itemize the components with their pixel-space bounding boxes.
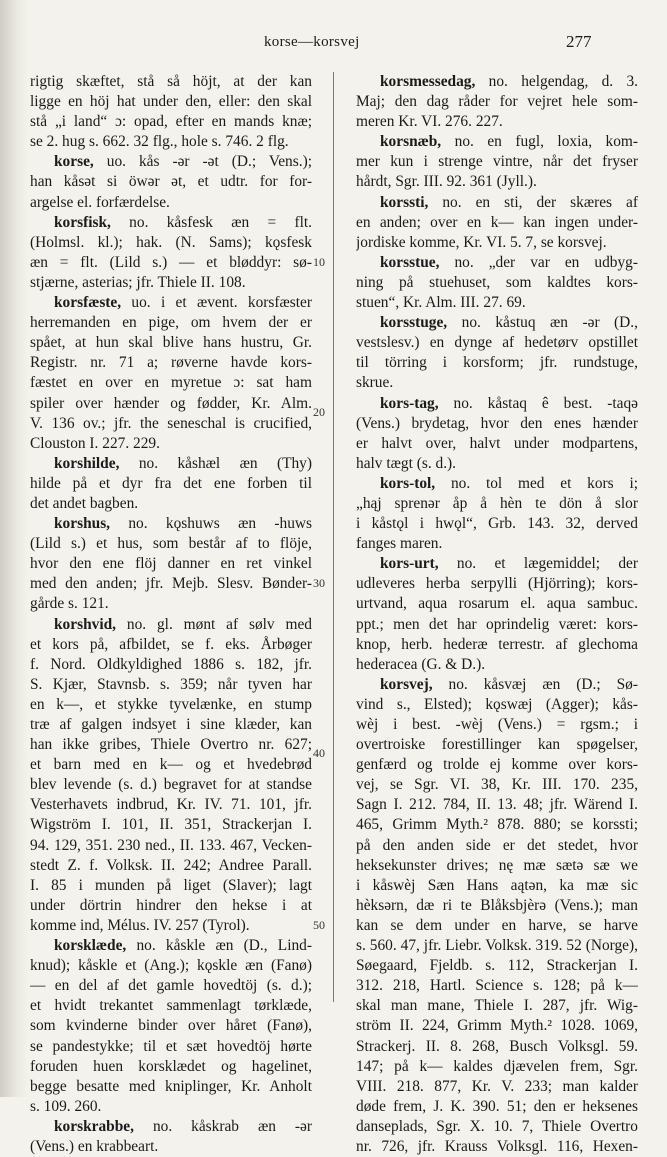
entry-headline	[30, 615, 312, 635]
line-text: fæstet en over en myretue ɔ: sat ham	[30, 374, 312, 392]
text-line	[30, 72, 312, 92]
line-text: „hąj sprenər åp å hèn te dön å slor	[356, 494, 638, 512]
entry-headline	[30, 514, 312, 534]
headword: korshilde,	[54, 454, 120, 472]
text-line	[30, 494, 312, 514]
line-text: et kors på, afbildet, se f. eks. Årbøger	[30, 635, 312, 653]
line-text: æn = flt. (Lild s.) — et bløddyr: sø-	[30, 253, 312, 271]
entry-headline	[30, 213, 312, 233]
headword: korsstuge,	[380, 314, 448, 332]
line-text: udleveres herba serpylli (Hjörring); kors-	[356, 575, 638, 593]
line-text: en k—, et stykke tyvelænke, en stump	[30, 695, 312, 713]
line-text: 94. 129, 351. 230 ned., II. 133. 467, Vecken-	[30, 836, 312, 854]
page-gutter-shadow	[0, 0, 28, 1097]
line-text: no. kåskle æn (D., Lind-	[126, 937, 312, 955]
line-text: et hvidt trekantet sammenlagt tørklæde,	[30, 997, 312, 1015]
text-line	[356, 795, 638, 815]
text-line	[30, 594, 312, 614]
headword: korsstue,	[380, 253, 440, 271]
text-line	[356, 514, 638, 534]
text-line	[30, 916, 312, 936]
line-text: s. 560. 47, jfr. Liebr. Volksk. 319. 52 (Norge),	[356, 937, 638, 955]
line-text: som kvinderne binder over håret (Fanø),	[30, 1017, 312, 1035]
text-line	[30, 856, 312, 876]
text-line	[30, 474, 312, 494]
margin-line-number-20: 20	[313, 405, 325, 419]
text-line	[356, 454, 638, 474]
line-text: blev levende (s. d.) begravet for at standse	[30, 776, 312, 794]
text-line	[30, 896, 312, 916]
text-line	[30, 373, 312, 393]
text-line	[30, 172, 312, 192]
line-text: Vesterhavets indbrud, Kr. IV. 71. 101, jfr.	[30, 796, 312, 814]
line-text: no. en fugl, loxia, kom-	[441, 133, 638, 151]
line-text: et barn med en k— og et hvedebrød	[30, 756, 312, 774]
headword: korskrabbe,	[54, 1117, 134, 1135]
line-text: danseplads, Sgr. X. 10. 7, Thiele Overtro	[356, 1117, 638, 1135]
page-number: 277	[566, 32, 592, 51]
line-text: skal man mane, Thiele I. 287, jfr. Wig-	[356, 997, 638, 1015]
text-line	[356, 233, 638, 253]
text-line	[30, 956, 312, 976]
line-text: genfærd og trolde ej komme over kors-	[356, 756, 638, 774]
line-text: no. gl. mønt af sølv med	[116, 615, 312, 633]
line-text: no. „der var en udbyg-	[439, 253, 638, 271]
headword: korshvid,	[54, 615, 117, 633]
line-text: under dörtrin hindrer den hekse i at	[30, 896, 312, 914]
text-line	[356, 1117, 638, 1137]
line-text: no. en sti, der skæres af	[428, 193, 638, 211]
entry-headline	[356, 132, 638, 152]
text-line	[356, 896, 638, 916]
entry-headline	[356, 193, 638, 213]
text-line	[356, 655, 638, 675]
line-text: hvor den ene flöj danner en ret vinkel	[30, 555, 312, 573]
text-line	[356, 534, 638, 554]
text-line	[30, 1097, 312, 1117]
text-line	[30, 815, 312, 835]
text-line	[30, 836, 312, 856]
headword: korsfisk,	[54, 213, 111, 231]
line-text: no. kåshæl æn (Thy)	[119, 454, 312, 472]
entry-headline	[356, 474, 638, 494]
line-text: no. kǫshuws æn -huws	[110, 515, 312, 533]
text-line	[30, 273, 312, 293]
text-line	[30, 353, 312, 373]
text-line	[356, 92, 638, 112]
text-line	[30, 574, 312, 594]
line-text: stå „i land“ ɔ: opad, efter en mands knæ;	[30, 113, 312, 131]
line-text: Sagn I. 212. 784, II. 13. 48; jfr. Wärend I.	[356, 796, 638, 814]
line-text: Clouston I. 227. 229.	[30, 434, 160, 452]
headword: kors-urt,	[380, 555, 439, 573]
line-text: no. et lægemiddel; der	[438, 555, 638, 573]
line-text: hårdt, Sgr. III. 92. 361 (Jyll.).	[356, 173, 537, 191]
line-text: det andet bagben.	[30, 494, 139, 512]
text-line	[30, 534, 312, 554]
line-text: med den anden; jfr. Mejb. Slesv. Bønder-	[30, 575, 312, 593]
line-text: til törring i korsform; jfr. rundstuge,	[356, 354, 638, 372]
line-text: urtvand, aqua rosarum el. aqua sambuc.	[356, 595, 638, 613]
headword: korsmessedag,	[380, 73, 476, 90]
line-text: stedt Z. f. Volksk. II. 242; Andree Parall.	[30, 856, 312, 874]
line-text: hèksərn, dæ ri te Blåksbjèrə (Vens.); man	[356, 896, 638, 914]
line-text: no. tol med et kors i;	[435, 474, 638, 492]
line-text: (Vens.) en krabbeart.	[30, 1137, 159, 1155]
text-line	[356, 815, 638, 835]
headword: kors-tag,	[380, 394, 439, 412]
line-text: stuen“, Kr. Alm. III. 27. 69.	[356, 294, 526, 312]
line-text: mer kun i strenge vintre, når det fryser	[356, 153, 638, 171]
line-text: meren Kr. VI. 276. 227.	[356, 113, 503, 131]
headword: korsfæste,	[54, 294, 122, 312]
running-header	[0, 34, 667, 54]
text-line	[30, 394, 312, 414]
line-text: er halvt over, halvt under modpartens,	[356, 434, 638, 452]
text-line	[30, 675, 312, 695]
headword: korsnæb,	[380, 133, 442, 151]
line-text: foruden huen korsklædet og hagelinet,	[30, 1057, 312, 1075]
text-line	[356, 755, 638, 775]
text-line	[30, 313, 312, 333]
line-text: træ af galgen indsyet i sine klæder, kan	[30, 716, 312, 733]
line-text: vej, se Sgr. VI. 38, Kr. III. 170. 235,	[356, 776, 638, 794]
text-line	[30, 1057, 312, 1077]
entry-headline	[30, 936, 312, 956]
text-line	[30, 434, 312, 454]
text-line	[356, 1137, 638, 1157]
line-text: i kåstǫl i hwǫl“, Grb. 143. 32, derved	[356, 515, 638, 533]
headword: kors-tol,	[380, 474, 436, 492]
line-text: i kåswèj Sæn Hans aątən, ka mæ sic	[356, 876, 638, 894]
line-text: s. 109. 260.	[30, 1097, 102, 1115]
line-text: 465, Grimm Myth.² 878. 880; se korssti;	[356, 816, 638, 834]
text-line	[30, 1037, 312, 1057]
entry-headline	[356, 554, 638, 574]
text-line	[356, 353, 638, 373]
margin-line-number-30: 30	[313, 576, 325, 590]
text-line	[30, 193, 312, 213]
line-text: vestslesv.) en dynge af hedetørv opstillet	[356, 334, 638, 352]
text-line	[30, 775, 312, 795]
line-text: han kåsət si öwər ət, et udtr. for for-	[30, 173, 312, 191]
line-text: uo. i et ævent. korsfæster	[121, 294, 312, 312]
text-line	[356, 856, 638, 876]
text-line	[356, 574, 638, 594]
text-line	[356, 836, 638, 856]
line-text: herremanden en pige, om hvem der er	[30, 314, 312, 332]
text-line	[30, 253, 312, 273]
line-text: nr. 726, jfr. Krauss Volksgl. 116, Hexen-	[356, 1137, 638, 1155]
header-title: korse—korsvej	[264, 34, 360, 50]
left-column	[30, 72, 312, 1157]
line-text: wèj i best. -wèj (Vens.) = rgsm.; i	[356, 716, 638, 733]
text-line	[30, 1077, 312, 1097]
line-text: Wigström I. 101, II. 351, Strackerjan I.	[30, 816, 312, 834]
text-line	[30, 655, 312, 675]
text-line	[30, 795, 312, 815]
text-line	[356, 735, 638, 755]
line-text: Søegaard, Fjeldb. s. 112, Strackerjan I.	[356, 957, 638, 975]
margin-line-number-50: 50	[313, 918, 325, 932]
line-text: på den anden side er det stedet, hvor	[356, 836, 638, 854]
line-text: no. kåstuq æn -ər (D.,	[447, 314, 638, 332]
text-line	[30, 1016, 312, 1036]
margin-line-number-10: 10	[313, 255, 325, 269]
entry-headline	[30, 1117, 312, 1137]
text-line	[30, 996, 312, 1016]
line-text: ström II. 224, Grimm Myth.² 1028. 1069,	[356, 1017, 638, 1035]
text-line	[356, 293, 638, 313]
line-text: no. helgendag, d. 3.	[475, 73, 638, 90]
headword: korsvej,	[380, 675, 433, 693]
text-line	[356, 1057, 638, 1077]
entry-headline	[30, 293, 312, 313]
line-text: uo. kås -ər -ət (D.; Vens.);	[93, 153, 312, 171]
line-text: heksekunster drives; nę mæ sætə sæ we	[356, 856, 638, 874]
line-text: vind s., Elsted); kǫswæj (Agger); kås-	[356, 695, 638, 713]
text-line	[356, 494, 638, 514]
line-text: han ikke gribes, Thiele Overtro nr. 627;	[30, 736, 312, 754]
line-text: kan se dem under en harve, se harve	[356, 916, 638, 934]
line-text: ning på stuehuset, som kaldtes kors-	[356, 273, 638, 291]
line-text: I. 85 i munden på liget (Slaver); lagt	[30, 876, 312, 894]
text-line	[356, 1077, 638, 1097]
text-line	[356, 715, 638, 735]
line-text: stjærne, asterias; jfr. Thiele II. 108.	[30, 273, 246, 291]
text-line	[30, 333, 312, 353]
headword: korshus,	[54, 515, 111, 533]
text-line	[356, 152, 638, 172]
line-text: — en del af det gamle hovedtöj (s. d.);	[30, 977, 312, 995]
text-line	[356, 956, 638, 976]
text-line	[30, 112, 312, 132]
headword: korse,	[54, 153, 94, 171]
line-text: (Vens.) brydetag, hvor den enes hænder	[356, 414, 638, 432]
text-line	[30, 715, 312, 735]
line-text: gårde s. 121.	[30, 595, 109, 613]
line-text: (Holmsl. kl.); hak. (N. Sams); kǫsfesk	[30, 233, 312, 251]
line-text: f. Nord. Oldkyldighed 1886 s. 182, jfr.	[30, 655, 312, 673]
line-text: Registr. nr. 71 a; røverne havde kors-	[30, 354, 312, 372]
entry-headline	[356, 72, 638, 92]
line-text: argelse el. forfærdelse.	[30, 193, 170, 211]
line-text: rigtig skæftet, stå så höjt, at der kan	[30, 73, 312, 90]
text-line	[356, 414, 638, 434]
entry-headline	[356, 675, 638, 695]
line-text: ligge en höj hat under den, eller: den skal	[30, 93, 312, 111]
text-line	[356, 434, 638, 454]
line-text: ppt.; men det har oprindelig været: kors-	[356, 615, 638, 633]
right-column	[356, 72, 638, 1157]
line-text: en anden; over en k— kan ingen under-	[356, 213, 638, 231]
text-line	[356, 373, 638, 393]
headword: korsklæde,	[54, 937, 127, 955]
text-line	[30, 635, 312, 655]
line-text: S. Kjær, Stavnsb. s. 359; når tyven har	[30, 675, 312, 693]
text-line	[356, 876, 638, 896]
line-text: knop, herb. hederæ terrestr. af glechoma	[356, 635, 638, 653]
line-text: V. 136 ov.; jfr. the seneschal is crucified,	[30, 414, 312, 432]
line-text: komme ind, Mélus. IV. 257 (Tyrol).	[30, 916, 250, 934]
text-line	[356, 916, 638, 936]
text-line	[30, 554, 312, 574]
text-line	[30, 755, 312, 775]
line-text: spået, at hun skal blive hans hustru, Gr.	[30, 334, 312, 352]
text-line	[30, 414, 312, 434]
text-line	[356, 594, 638, 614]
line-text: se 2. hug s. 662. 32 flg., hole s. 746. 2 flg.	[30, 133, 289, 151]
text-line	[356, 1097, 638, 1117]
line-text: no. kåsvæj æn (D.; Sø-	[432, 675, 638, 693]
text-line	[356, 996, 638, 1016]
text-line	[356, 273, 638, 293]
line-text: se pandestykke; til et sæt hovedtöj hørte	[30, 1037, 312, 1055]
line-text: Strackerj. II. 8. 268, Busch Volksgl. 59.	[356, 1037, 638, 1055]
text-line	[30, 233, 312, 253]
line-text: 312. 218, Hartl. Science s. 128; på k—	[356, 977, 638, 995]
text-line	[356, 936, 638, 956]
line-text: døde frem, J. K. 390. 51; den er heksenes	[356, 1097, 638, 1115]
text-line	[30, 92, 312, 112]
text-line	[356, 112, 638, 132]
entry-headline	[356, 253, 638, 273]
text-line	[356, 1037, 638, 1057]
line-text: fanges maren.	[356, 535, 443, 553]
line-text: hilde på et dyr fra det ene forben til	[30, 474, 312, 492]
text-line	[356, 615, 638, 635]
line-text: hederacea (G. & D.).	[356, 655, 486, 673]
text-line	[356, 976, 638, 996]
entry-headline	[356, 313, 638, 333]
entry-headline	[356, 394, 638, 414]
line-text: Maj; den dag råder for vejret hele som-	[356, 93, 638, 111]
text-line	[30, 735, 312, 755]
text-line	[356, 695, 638, 715]
line-text: knud); kåskle et (Ang.); kǫskle æn (Fanø)	[30, 957, 312, 975]
line-text: no. kåskrab æn -ər	[133, 1117, 312, 1135]
text-line	[30, 695, 312, 715]
column-divider	[333, 72, 334, 1002]
margin-line-number-40: 40	[313, 746, 325, 760]
headword: korssti,	[380, 193, 429, 211]
line-text: overtroiske forestillinger kan spøgelser,	[356, 736, 638, 754]
line-text: no. kåstaq ê best. -taqə	[438, 394, 638, 412]
line-text: jordiske komme, Kr. VI. 5. 7, se korsvej.	[356, 233, 607, 251]
line-text: no. kåsfesk æn = flt.	[110, 213, 312, 231]
text-line	[356, 333, 638, 353]
entry-headline	[30, 454, 312, 474]
text-line	[356, 635, 638, 655]
text-line	[30, 976, 312, 996]
line-text: begge besatte med kniplinger, Kr. Anholt	[30, 1077, 312, 1095]
text-line	[30, 132, 312, 152]
line-text: VIII. 218. 877, Kr. V. 233; man kalder	[356, 1077, 638, 1095]
text-line	[356, 213, 638, 233]
text-line	[30, 1137, 312, 1157]
line-text: skrue.	[356, 374, 394, 392]
text-line	[356, 1016, 638, 1036]
line-text: spiler over hænder og fødder, Kr. Alm.	[30, 394, 312, 412]
text-line	[356, 172, 638, 192]
text-line	[356, 775, 638, 795]
text-line	[30, 876, 312, 896]
line-text: halv tægt (s. d.).	[356, 454, 457, 472]
entry-headline	[30, 152, 312, 172]
line-text: 147; på k— kaldes djævelen frem, Sgr.	[356, 1057, 638, 1075]
line-text: (Lild s.) et hus, som består af to flöje,	[30, 535, 312, 553]
